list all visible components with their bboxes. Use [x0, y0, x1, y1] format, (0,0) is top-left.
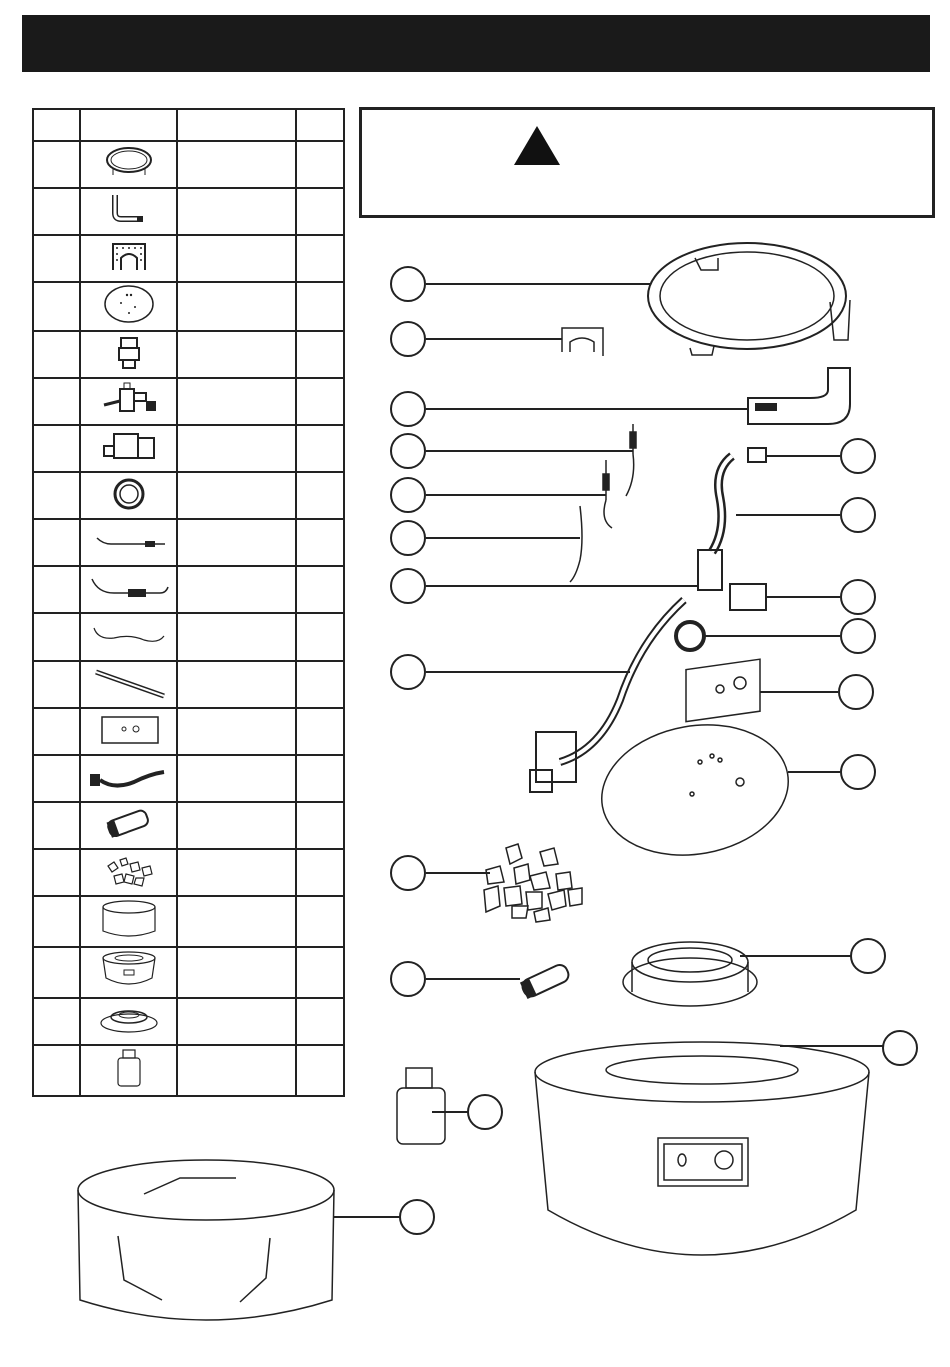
callout-circle: [841, 439, 875, 473]
callout-circle: [391, 569, 425, 603]
touch-up-bottle-illustration: [397, 1068, 445, 1144]
callout-circle: [391, 322, 425, 356]
fire-pit-base-illustration: [535, 1042, 869, 1255]
callout-circle: [391, 521, 425, 555]
callout-circle: [391, 856, 425, 890]
callout-circle: [841, 580, 875, 614]
callout-circle: [841, 498, 875, 532]
lava-rocks-illustration: [484, 844, 582, 922]
callout-circle: [391, 434, 425, 468]
callout-circle: [391, 478, 425, 512]
burner-pan-illustration: [591, 711, 798, 870]
callout-circle: [468, 1095, 502, 1129]
control-knob-illustration: [676, 622, 704, 650]
callout-circle: [841, 619, 875, 653]
callout-circle: [883, 1031, 917, 1065]
callout-circle: [851, 939, 885, 973]
gas-valve-hose-assembly: [530, 448, 766, 792]
wire-illustrations: [570, 424, 636, 582]
burner-ring-illustration: [648, 243, 850, 355]
burner-bracket-illustration: [562, 328, 603, 356]
fire-ring-illustration: [623, 942, 757, 1006]
callout-circle: [391, 962, 425, 996]
callout-circle: [391, 655, 425, 689]
callout-circle: [400, 1200, 434, 1234]
cover-illustration: [78, 1160, 334, 1320]
warning-triangle-icon: [514, 126, 560, 165]
battery-illustration: [520, 962, 571, 999]
air-mixer-tube-illustration: [748, 368, 850, 424]
callout-circle: [391, 267, 425, 301]
callout-circle: [841, 755, 875, 789]
callout-circle: [839, 675, 873, 709]
callout-circle: [391, 392, 425, 426]
control-panel-plate-illustration: [686, 659, 760, 721]
